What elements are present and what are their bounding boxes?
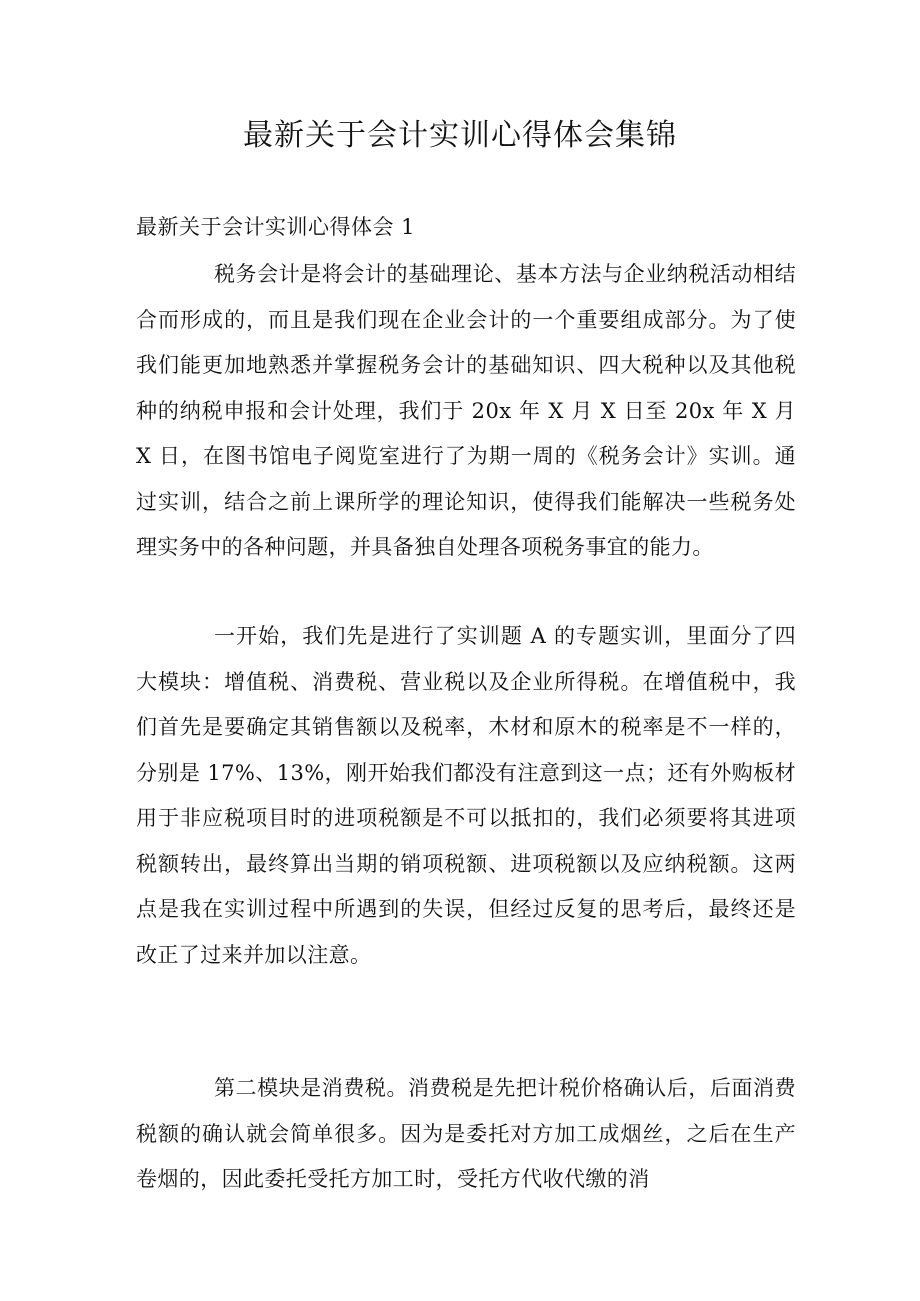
paragraph-1: 税务会计是将会计的基础理论、基本方法与企业纳税活动相结合而形成的，而且是我们现在企业会计的一个重要组成部分。为了使我们能更加地熟悉并掌握税务会计的基础知识、四大税种以及其他税种的纳税申报和会计处理，我们于 20x 年 X 月 X 日至 20x 年 X 月 X 日，在图书馆电子阅览室进行了为期一周的《税务会计》实训。通过实训，结合之前上课所学的理论知识，使得我们能解决一些税务处理实务中的各种问题，并具备独自处理各项税务事宜的能力。 — [136, 262, 796, 559]
paragraph-3: 第二模块是消费税。消费税是先把计税价格确认后，后面消费税额的确认就会简单很多。因为是委托对方加工成烟丝，之后在生产卷烟的，因此委托受托方加工时，受托方代收代缴的消 — [136, 1076, 796, 1191]
paragraph-2: 一开始，我们先是进行了实训题 A 的专题实训，里面分了四大模块：增值税、消费税、营业税以及企业所得税。在增值税中，我们首先是要确定其销售额以及税率，木材和原木的税率是不一样的，分别是 17%、13%，刚开始我们都没有注意到这一点；还有外购板材用于非应税项目时的进项税额是不可以抵扣的，我们必须要将其进项税额转出，最终算出当期的销项税额、进项税额以及应纳税额。这两点是我在实训过程中所遇到的失误，但经过反复的思考后，最终还是改正了过来并加以注意。 — [136, 624, 796, 967]
document-title: 最新关于会计实训心得体会集锦 — [243, 118, 677, 153]
section-heading: 最新关于会计实训心得体会 1 — [136, 215, 416, 239]
